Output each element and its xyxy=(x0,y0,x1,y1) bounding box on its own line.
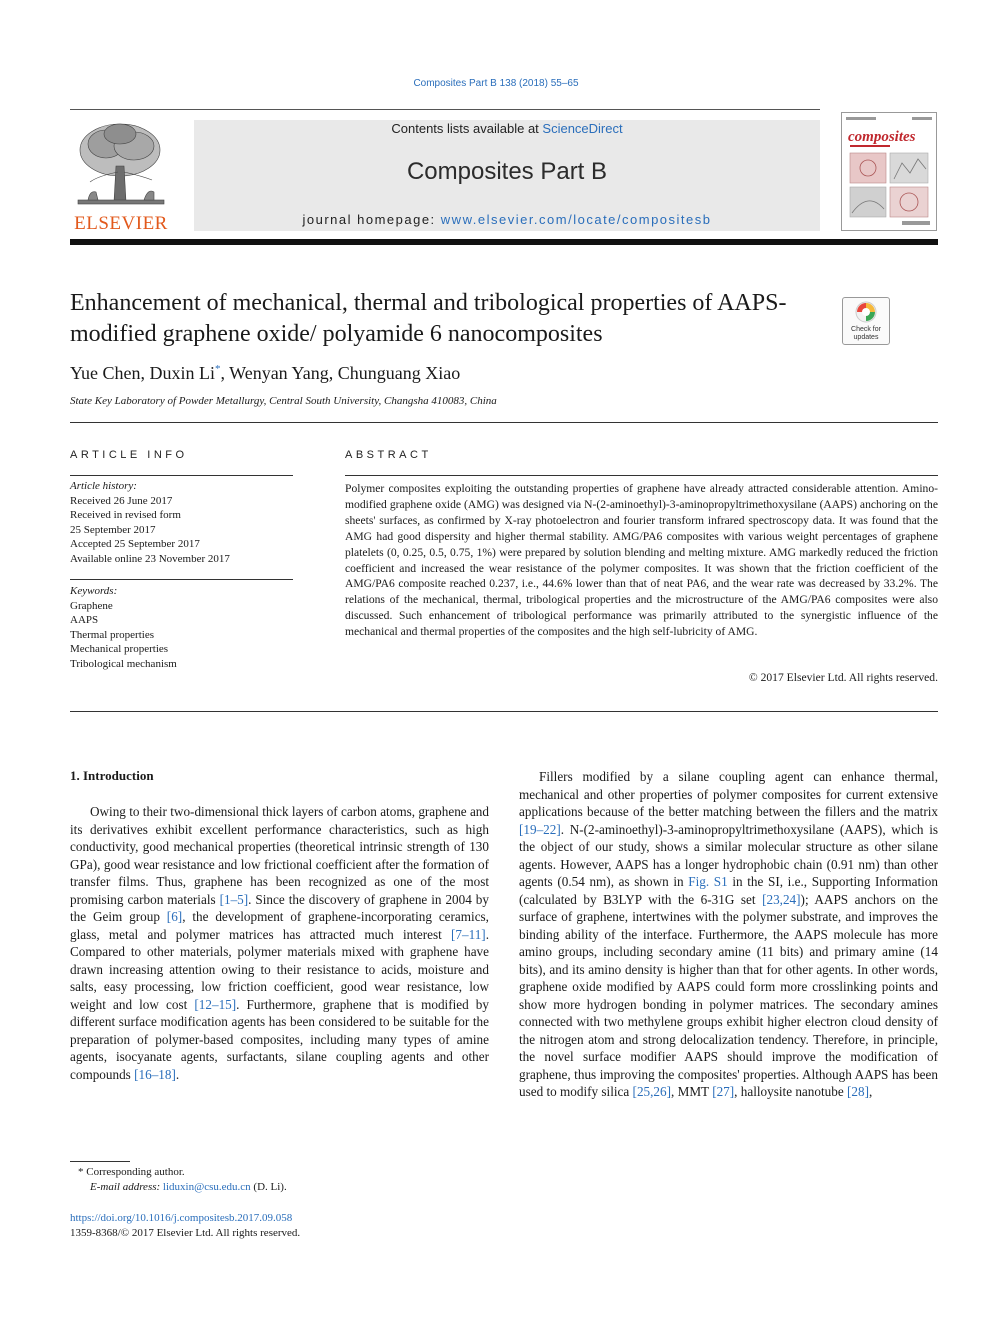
article-title: Enhancement of mechanical, thermal and tribological properties of AAPS-modified graphene oxide/ polyamide 6 nanocomposites xyxy=(70,290,787,347)
history-label: Article history: xyxy=(70,480,137,492)
citation-link[interactable]: [27] xyxy=(712,1084,735,1099)
email-note: E-mail address: liduxin@csu.edu.cn (D. Li). xyxy=(90,1181,287,1193)
issn-copyright: 1359-8368/© 2017 Elsevier Ltd. All rights reserved. xyxy=(70,1227,301,1239)
citation-link[interactable]: [16–18] xyxy=(134,1066,176,1082)
affiliation-rule xyxy=(70,422,938,423)
citation-link[interactable]: [1–5] xyxy=(219,891,249,907)
crossmark-label-line-2: updates xyxy=(853,334,879,341)
contents-line: Contents lists available at ScienceDirect xyxy=(391,121,623,136)
citation-link[interactable]: [19–22] xyxy=(519,821,561,837)
body-column-left: Owing to their two-dimensional thick layers of carbon atoms, graphene and its derivatives exhibit excellent performance characteristics, such as high conductivity, good mechanical properties (theoretical intrinsic strength of 130 GPa), good wear resistance and low frictional coefficient after the formation of transfer films. Thus, graphene has been recognized as one of the most promising carbon materials [1–5]. Since the discovery of graphene in 2004 by the Geim group [6], the development of graphene-incorporating ceramics, glass, metal and polymer matrices has attracted much interest [7–11]. Compared to other materials, polymer materials mixed with graphene have drawn increasing attention owing to their resistance to acids, moisture and salts, easy processing, low friction coefficient, good wear resistance, low weight and low cost [12–15]. Furthermore, graphene that is modified by different surface modification agents has been considered to be suitable for the preparation of polymer-based composites, including many types of amine agents, isocyanate agents, surfactants, silane coupling agents and other compounds [16–18]. xyxy=(70,804,489,1082)
citation-link[interactable]: [7–11] xyxy=(451,926,486,942)
footnote-rule xyxy=(70,1161,130,1162)
keyword-item: Mechanical properties xyxy=(70,643,169,655)
abstract-rule xyxy=(345,475,938,476)
history-item: Accepted 25 September 2017 xyxy=(70,538,200,550)
doi-link[interactable]: https://doi.org/10.1016/j.compositesb.2017.09.058 xyxy=(70,1212,293,1224)
abstract-text: Polymer composites exploiting the outstanding properties of graphene have already attracted considerable attention. Amino-modified graphene oxide (AMG) was designed via N-(2-aminoethyl)-3-aminopropyltrimethoxysilane (AAPS) anchoring on the sheets' surfaces, as confirmed by X-ray photoelectron and fourier transform infrared spectroscopy data. It was found that the AMG had good dispersity and higher thermal stability. AMG/PA6 composites with various weight percentages of graphene platelets (0, 0.25, 0.5, 0.75, 1%) were prepared by solution blending and melting mixture. AMG markedly reduced the friction coefficient and increased the wear resistance of the polymer composites. It was shown that the friction coefficient of the AMG/PA6 composite reached 0.237, i.e., 44.6% lower than that of neat PA6, and the wear rate was decreased by 33.2%. The relations of the mechanical, thermal, tribological properties and the microstructure of the AMG/PA6 composites were also discussed. Such enhancement of tribological performance was primarily attributed to the synergistic influence of the mechanical and thermal properties of the composites and the high self-lubricity of AMG. xyxy=(345,482,938,639)
corresponding-author-mark[interactable]: * xyxy=(214,363,221,375)
citation-link[interactable]: [23,24] xyxy=(762,891,801,907)
cover-journal-name: composites xyxy=(848,129,916,145)
section-heading-introduction: 1. Introduction xyxy=(70,768,154,783)
history-item: Received in revised form xyxy=(70,509,181,521)
history-item: Received 26 June 2017 xyxy=(70,494,173,507)
article-history xyxy=(70,479,230,566)
journal-homepage-link[interactable]: www.elsevier.com/locate/compositesb xyxy=(440,212,712,227)
abstract-copyright: © 2017 Elsevier Ltd. All rights reserved. xyxy=(748,671,938,684)
author-email-link[interactable]: liduxin@csu.edu.cn xyxy=(162,1181,251,1193)
author-affiliation: State Key Laboratory of Powder Metallurgy, Central South University, Changsha 410083, China xyxy=(70,395,497,407)
citation-link[interactable]: [12–15] xyxy=(194,996,237,1012)
journal-cover-thumbnail xyxy=(841,112,937,231)
abstract-heading: ABSTRACT xyxy=(345,449,432,461)
keyword-item: Tribological mechanism xyxy=(70,657,177,670)
supplementary-figure-link[interactable]: Fig. S1 xyxy=(688,874,728,889)
citation-link[interactable]: [25,26] xyxy=(632,1084,672,1099)
crossmark-label-line-1: Check for xyxy=(851,326,881,333)
corresponding-author-note: * Corresponding author. xyxy=(78,1166,185,1178)
journal-reference-link[interactable]: Composites Part B 138 (2018) 55–65 xyxy=(413,78,579,89)
history-item: Available online 23 November 2017 xyxy=(70,552,230,565)
journal-homepage-line: journal homepage: www.elsevier.com/locate/compositesb xyxy=(302,212,712,227)
abstract-end-rule xyxy=(70,711,938,712)
article-info-rule xyxy=(70,475,293,476)
header-thick-rule xyxy=(70,239,938,245)
article-info-heading: ARTICLE INFO xyxy=(70,449,188,461)
header-rule xyxy=(70,109,820,110)
history-item: 25 September 2017 xyxy=(70,523,156,536)
keyword-item: Graphene xyxy=(70,599,113,612)
keywords-list xyxy=(70,584,177,671)
keywords-rule xyxy=(70,579,293,580)
keyword-item: AAPS xyxy=(70,614,99,626)
author-list: Yue Chen, Duxin Li*, Wenyan Yang, Chunguang Xiao xyxy=(70,363,461,383)
keyword-item: Thermal properties xyxy=(70,628,154,641)
check-for-updates-button[interactable] xyxy=(842,297,890,345)
journal-title: Composites Part B xyxy=(406,158,608,185)
elsevier-wordmark: ELSEVIER xyxy=(74,213,168,234)
citation-link[interactable]: [28] xyxy=(846,1084,869,1099)
citation-link[interactable]: [6] xyxy=(166,909,183,924)
keywords-label: Keywords: xyxy=(70,585,118,597)
body-column-right: Fillers modified by a silane coupling agent can enhance thermal, mechanical and other properties of polymer composites for current extensive applications because of the better matching between the fillers and the matrix [19–22]. N-(2-aminoethyl)-3-aminopropyltrimethoxysilane (AAPS), which is the object of our study, shows a similar molecular structure as other silane agents. However, AAPS has a longer hydrophobic chain (0.91 nm) than other agents (0.54 nm), as shown in Fig. S1 in the SI, i.e., Supporting Information (calculated by B3LYP with the 6-31G set [23,24]); AAPS anchors on the surface of graphene, intertwines with the polymer substrate, and improves the binding ability of the interface. Furthermore, the AAPS molecule has more amino groups, including secondary amine (11 bits) and primary amine (14 bits), and its amino density is higher than that for other agents. In other words, graphene oxide modified by AAPS could form more crosslinking points and show more hydrogen bonding in polymer matrices. The secondary amines connected with two methylene groups exhibit higher electron cloud density of the nitrogen atom and strong delocalization tendency. Therefore, in principle, the novel surface modifier AAPS should improve the modification of graphene, thus improving the composites' properties. Although AAPS has been used to modify silica [25,26], MMT [27], halloysite nanotube [28], xyxy=(519,769,938,1099)
sciencedirect-link[interactable]: ScienceDirect xyxy=(542,121,623,136)
